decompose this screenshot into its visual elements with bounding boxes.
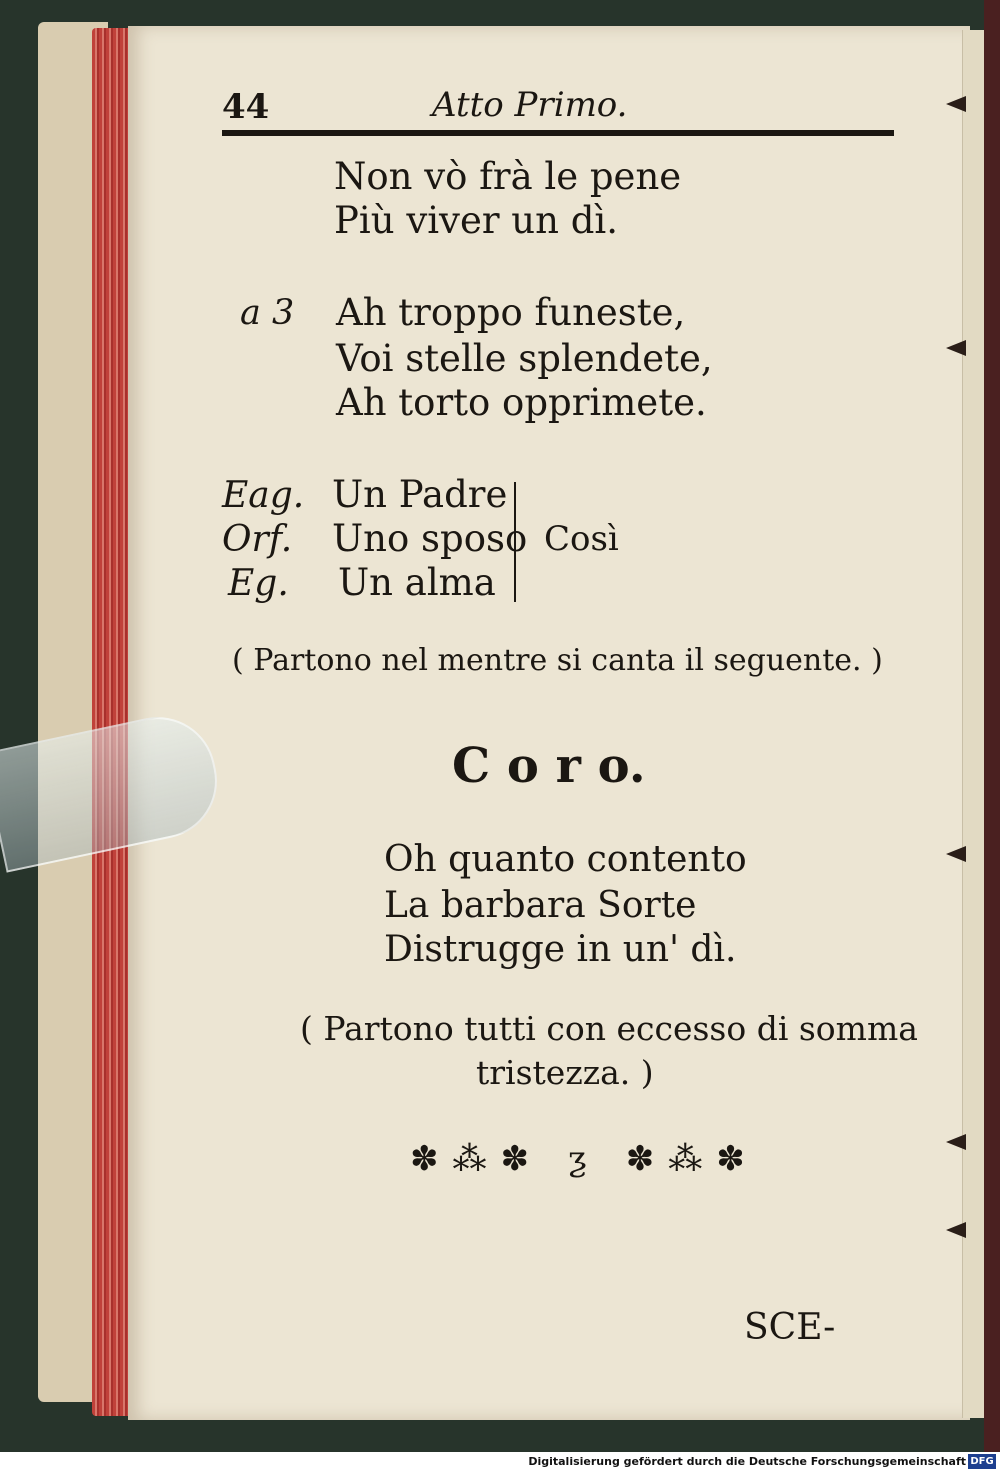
trio-marker: a 3 bbox=[240, 293, 295, 333]
section-heading: C o r o. bbox=[452, 738, 646, 794]
binding-cord bbox=[984, 0, 1000, 1460]
header-rule bbox=[222, 130, 894, 136]
verse-line: Oh quanto contento bbox=[384, 839, 747, 880]
speaker-label: Orf. bbox=[222, 519, 293, 560]
printer-ornament: ✽⁂✽ ƺ ✽⁂✽ bbox=[410, 1139, 759, 1179]
digitization-credit: Digitalisierung gefördert durch die Deutsche Forschungsgemeinschaft bbox=[528, 1455, 966, 1468]
verse-line: Ah torto opprimete. bbox=[336, 381, 707, 424]
verse-line: Un alma bbox=[338, 561, 496, 604]
verse-line: Voi stelle splendete, bbox=[336, 337, 713, 380]
verse-line: Distrugge in un' dì. bbox=[384, 929, 737, 970]
verse-line: Ah troppo funeste, bbox=[336, 291, 686, 334]
brace bbox=[502, 482, 516, 602]
dfg-logo: DFG bbox=[968, 1454, 996, 1469]
verse-line: Un Padre bbox=[332, 473, 508, 516]
stage-direction: ( Partono tutti con eccesso di somma bbox=[300, 1009, 918, 1048]
page-number: 44 bbox=[222, 87, 270, 127]
speaker-label: Eg. bbox=[228, 563, 289, 604]
catchword: SCE- bbox=[744, 1307, 836, 1348]
verse-line: La barbara Sorte bbox=[384, 885, 697, 926]
verse-line: Non vò frà le pene bbox=[334, 155, 682, 198]
stage-direction: ( Partono nel mentre si canta il seguente. ) bbox=[232, 643, 883, 678]
together-word: Così bbox=[544, 519, 619, 559]
running-title: Atto Primo. bbox=[432, 85, 628, 125]
verse-line: Più viver un dì. bbox=[334, 199, 619, 242]
verse-line: Uno sposo bbox=[332, 517, 528, 560]
speaker-label: Eag. bbox=[222, 475, 305, 516]
stage-direction: tristezza. ) bbox=[476, 1053, 654, 1092]
